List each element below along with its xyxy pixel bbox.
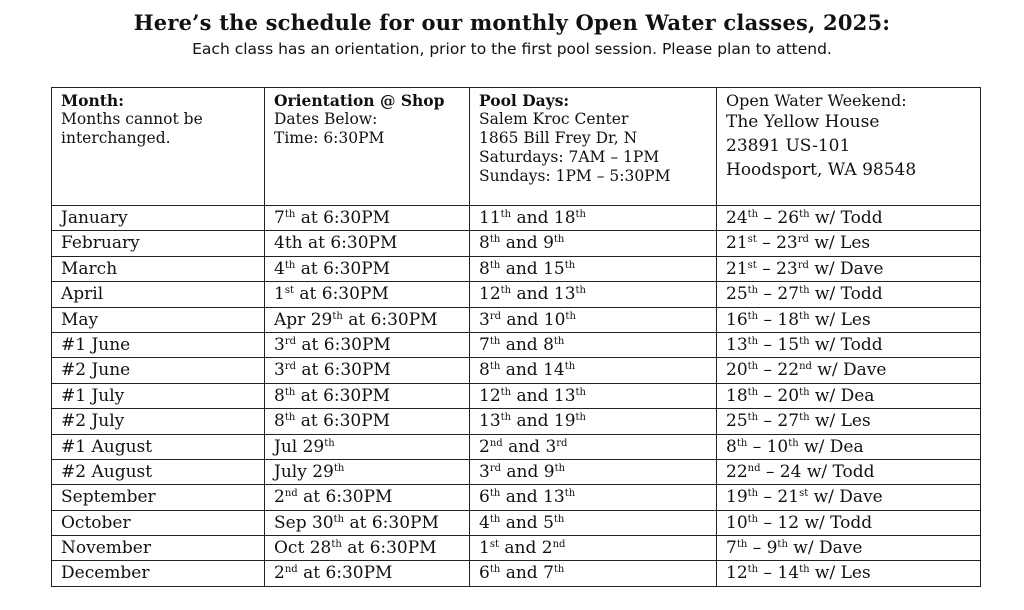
ordinal-suffix: rd: [284, 335, 297, 347]
date-text: and 3: [502, 436, 557, 457]
ordinal-suffix: th: [747, 564, 759, 576]
ordinal-suffix: th: [500, 412, 512, 424]
month-label: December: [61, 563, 150, 584]
month-cell: [52, 358, 265, 383]
date-text: 8: [479, 258, 490, 279]
month-cell: [52, 332, 265, 357]
ordinal-suffix: th: [333, 462, 345, 474]
table-row: [52, 485, 981, 510]
ordinal-suffix: nd: [747, 462, 761, 474]
ordinal-suffix: st: [489, 539, 499, 551]
table-row: [52, 358, 981, 383]
month-cell: [52, 536, 265, 561]
date-text: w/ Dea: [809, 385, 875, 406]
date-text: 3: [274, 360, 285, 381]
ordinal-suffix: th: [575, 386, 586, 398]
ordinal-suffix: th: [747, 361, 759, 373]
date-text: 8: [726, 436, 737, 457]
ordinal-suffix: th: [565, 310, 576, 322]
ordinal-suffix: th: [489, 488, 501, 500]
date-text: at 6:30PM: [342, 309, 438, 330]
month-label: May: [61, 309, 99, 330]
date-text: and 10: [501, 309, 566, 330]
page-title: Here’s the schedule for our monthly Open Water classes, 2025:: [133, 10, 891, 35]
header-orientation-note-1: Dates Below:: [274, 110, 378, 128]
ordinal-suffix: th: [575, 285, 586, 297]
month-cell: [52, 206, 265, 231]
ordinal-suffix: th: [736, 437, 748, 449]
date-text: Oct 28: [274, 538, 332, 559]
ordinal-suffix: th: [489, 259, 501, 271]
weekend-cell: [717, 332, 981, 357]
ordinal-suffix: th: [500, 386, 512, 398]
header-weekend-line-3: Hoodsport, WA 98548: [726, 160, 917, 180]
orientation-cell: [265, 434, 470, 459]
ordinal-suffix: th: [554, 462, 566, 474]
ordinal-suffix: rd: [556, 437, 568, 449]
ordinal-suffix: rd: [489, 310, 502, 322]
header-pool-line-1: Salem Kroc Center: [479, 110, 629, 128]
date-text: – 9: [747, 538, 778, 559]
date-text: 3: [479, 309, 490, 330]
date-text: 7: [274, 208, 285, 228]
ordinal-suffix: nd: [284, 488, 298, 500]
table-header-row: [52, 88, 981, 206]
pool-days-cell: [470, 358, 717, 383]
orientation-cell: [265, 282, 470, 307]
date-text: w/ Todd: [809, 208, 883, 228]
header-pool-line-2: 1865 Bill Frey Dr, N: [479, 129, 638, 147]
ordinal-suffix: th: [799, 412, 810, 424]
ordinal-suffix: th: [333, 513, 345, 525]
pool-days-cell: [470, 256, 717, 281]
header-orientation-note-2: Time: 6:30PM: [274, 129, 385, 147]
month-cell: [52, 256, 265, 281]
orientation-cell: [265, 358, 470, 383]
orientation-cell: [265, 307, 470, 332]
weekend-cell: [717, 383, 981, 408]
date-text: 22: [726, 461, 748, 482]
date-text: 3: [479, 461, 490, 482]
date-text: 25: [726, 411, 748, 432]
ordinal-suffix: th: [747, 513, 759, 525]
table-row: [52, 282, 981, 307]
month-label: #2 July: [61, 411, 125, 432]
header-orientation-title: Orientation @ Shop: [274, 91, 445, 110]
date-text: 10: [726, 512, 748, 533]
month-label: #1 June: [61, 334, 131, 355]
date-text: – 18: [758, 309, 800, 330]
date-text: – 26: [758, 208, 800, 228]
month-label: #2 June: [61, 360, 131, 381]
header-month-note-1: Months cannot be: [61, 110, 203, 128]
header-pool-line-3: Saturdays: 7AM – 1PM: [479, 148, 660, 166]
date-text: and 18: [511, 208, 576, 228]
ordinal-suffix: nd: [799, 361, 812, 373]
date-text: 4: [274, 258, 285, 279]
month-label: #2 August: [61, 461, 153, 482]
month-label: #1 July: [61, 385, 125, 406]
date-text: 2: [274, 487, 285, 508]
table-row: [52, 256, 981, 281]
date-text: 7: [479, 334, 490, 355]
orientation-cell: [265, 459, 470, 484]
table-row: [52, 383, 981, 408]
date-text: w/ Dea: [798, 436, 864, 457]
orientation-cell: [265, 332, 470, 357]
date-text: – 27: [758, 284, 800, 305]
date-text: – 23: [756, 258, 798, 279]
date-text: 1: [274, 284, 285, 305]
ordinal-suffix: rd: [489, 462, 502, 474]
date-text: 12: [479, 284, 501, 305]
date-text: 24: [726, 208, 748, 228]
date-text: at 6:30PM: [297, 563, 393, 584]
orientation-cell: [265, 510, 470, 535]
date-text: at 6:30PM: [344, 512, 439, 533]
weekend-cell: [717, 358, 981, 383]
month-cell: [52, 383, 265, 408]
ordinal-suffix: th: [489, 513, 501, 525]
table-row: [52, 536, 981, 561]
header-open-water-weekend: [717, 88, 981, 206]
date-text: – 23: [756, 233, 798, 254]
weekend-cell: [717, 409, 981, 434]
date-text: 13: [726, 334, 748, 355]
date-text: 12: [479, 385, 501, 406]
date-text: 2: [479, 436, 490, 457]
date-text: at 6:30PM: [295, 411, 391, 432]
date-text: at 6:30PM: [293, 284, 389, 305]
ordinal-suffix: th: [500, 209, 512, 220]
date-text: 6: [479, 563, 490, 584]
pool-days-cell: [470, 485, 717, 510]
pool-days-cell: [470, 307, 717, 332]
month-label: October: [61, 512, 131, 533]
weekend-cell: [717, 282, 981, 307]
weekend-cell: [717, 206, 981, 231]
pool-days-cell: [470, 231, 717, 256]
orientation-cell: [265, 561, 470, 586]
table-row: [52, 510, 981, 535]
month-label: November: [61, 538, 151, 559]
pool-days-cell: [470, 510, 717, 535]
ordinal-suffix: th: [489, 361, 501, 373]
date-text: w/ Les: [808, 233, 871, 254]
month-label: September: [61, 487, 156, 508]
weekend-cell: [717, 307, 981, 332]
table-row: [52, 561, 981, 586]
month-label: January: [61, 208, 128, 228]
date-text: 7: [726, 538, 737, 559]
header-month-note-2: interchanged.: [61, 129, 171, 147]
date-text: w/ Todd: [809, 334, 883, 355]
date-text: and 9: [501, 461, 555, 482]
ordinal-suffix: th: [799, 285, 810, 297]
pool-days-cell: [470, 434, 717, 459]
date-text: w/ Les: [809, 309, 871, 330]
table-row: [52, 307, 981, 332]
date-text: – 20: [758, 385, 800, 406]
header-pool-title: Pool Days:: [479, 91, 570, 110]
date-text: at 6:30PM: [295, 208, 391, 228]
ordinal-suffix: th: [332, 310, 343, 322]
date-text: – 15: [758, 334, 800, 355]
ordinal-suffix: th: [736, 539, 748, 551]
date-text: 11: [479, 208, 501, 228]
header-month-title: Month:: [61, 91, 124, 110]
date-text: 8: [274, 385, 285, 406]
pool-days-cell: [470, 206, 717, 231]
date-text: 8: [274, 411, 285, 432]
date-text: w/ Les: [809, 563, 871, 584]
ordinal-suffix: th: [564, 488, 576, 500]
date-text: and 13: [500, 487, 565, 508]
ordinal-suffix: th: [799, 310, 810, 322]
weekend-cell: [717, 561, 981, 586]
orientation-cell: [265, 383, 470, 408]
date-text: at 6:30PM: [297, 487, 393, 508]
ordinal-suffix: th: [564, 361, 576, 373]
weekend-cell: [717, 256, 981, 281]
pool-days-cell: [470, 459, 717, 484]
ordinal-suffix: th: [553, 335, 565, 347]
month-cell: [52, 561, 265, 586]
pool-days-cell: [470, 332, 717, 357]
ordinal-suffix: nd: [489, 437, 503, 449]
date-text: w/ Dave: [808, 487, 883, 508]
date-text: w/ Les: [809, 411, 871, 432]
ordinal-suffix: rd: [797, 259, 809, 271]
ordinal-suffix: th: [799, 386, 810, 398]
date-text: w/ Dave: [787, 538, 863, 559]
header-orientation: [265, 88, 470, 206]
date-text: and 8: [500, 334, 554, 355]
date-text: – 12 w/ Todd: [758, 512, 873, 533]
month-cell: [52, 434, 265, 459]
ordinal-suffix: th: [747, 310, 759, 322]
month-cell: [52, 485, 265, 510]
table-row: [52, 459, 981, 484]
month-cell: [52, 409, 265, 434]
date-text: 4th at 6:30PM: [274, 233, 398, 254]
header-weekend-title: Open Water Weekend:: [726, 91, 907, 110]
weekend-cell: [717, 459, 981, 484]
ordinal-suffix: th: [747, 412, 759, 424]
weekend-cell: [717, 485, 981, 510]
month-cell: [52, 231, 265, 256]
header-weekend-line-1: The Yellow House: [726, 112, 880, 132]
ordinal-suffix: st: [747, 259, 757, 271]
date-text: w/ Dave: [811, 360, 887, 381]
date-text: at 6:30PM: [296, 334, 391, 355]
date-text: and 2: [498, 538, 553, 559]
date-text: w/ Dave: [808, 258, 884, 279]
table-row: [52, 409, 981, 434]
date-text: 2: [274, 563, 285, 584]
date-text: and 13: [511, 284, 576, 305]
ordinal-suffix: th: [284, 209, 296, 220]
date-text: 8: [479, 233, 490, 254]
weekend-cell: [717, 536, 981, 561]
ordinal-suffix: th: [788, 437, 799, 449]
ordinal-suffix: th: [331, 539, 342, 551]
orientation-cell: [265, 409, 470, 434]
ordinal-suffix: th: [489, 335, 501, 347]
date-text: 18: [726, 385, 748, 406]
ordinal-suffix: th: [799, 209, 810, 220]
date-text: and 15: [500, 258, 565, 279]
date-text: 25: [726, 284, 748, 305]
date-text: 19: [726, 487, 748, 508]
ordinal-suffix: th: [500, 285, 512, 297]
ordinal-suffix: st: [284, 285, 294, 297]
ordinal-suffix: th: [799, 335, 810, 347]
table-row: [52, 231, 981, 256]
ordinal-suffix: nd: [284, 564, 298, 576]
date-text: at 6:30PM: [296, 360, 391, 381]
orientation-cell: [265, 485, 470, 510]
date-text: at 6:30PM: [295, 385, 391, 406]
header-weekend-line-2: 23891 US-101: [726, 136, 851, 156]
month-label: #1 August: [61, 436, 153, 457]
ordinal-suffix: st: [747, 234, 757, 246]
date-text: Jul 29: [274, 436, 325, 457]
date-text: 3: [274, 334, 285, 355]
date-text: – 21: [758, 487, 800, 508]
month-cell: [52, 510, 265, 535]
header-pool-line-4: Sundays: 1PM – 5:30PM: [479, 167, 671, 185]
ordinal-suffix: th: [747, 386, 759, 398]
ordinal-suffix: th: [777, 539, 788, 551]
date-text: and 7: [500, 563, 554, 584]
month-label: March: [61, 258, 118, 279]
ordinal-suffix: nd: [552, 539, 566, 551]
ordinal-suffix: th: [553, 234, 565, 246]
table-row: [52, 332, 981, 357]
date-text: and 9: [500, 233, 554, 254]
month-cell: [52, 307, 265, 332]
date-text: Apr 29: [274, 309, 333, 330]
date-text: and 19: [511, 411, 576, 432]
table-row: [52, 434, 981, 459]
date-text: 1: [479, 538, 490, 559]
date-text: 16: [726, 309, 748, 330]
orientation-cell: [265, 256, 470, 281]
date-text: – 22: [758, 360, 800, 381]
ordinal-suffix: th: [747, 209, 759, 220]
date-text: at 6:30PM: [341, 538, 437, 559]
page-subtitle: Each class has an orientation, prior to the first pool session. Please plan to attend.: [192, 40, 832, 58]
date-text: – 14: [758, 563, 800, 584]
date-text: – 24 w/ Todd: [760, 461, 875, 482]
ordinal-suffix: th: [284, 412, 296, 424]
pool-days-cell: [470, 282, 717, 307]
ordinal-suffix: th: [564, 259, 576, 271]
date-text: 20: [726, 360, 748, 381]
month-label: April: [61, 284, 104, 305]
ordinal-suffix: th: [489, 564, 501, 576]
month-label: February: [61, 233, 140, 254]
ordinal-suffix: rd: [284, 361, 297, 373]
ordinal-suffix: th: [575, 209, 586, 220]
weekend-cell: [717, 434, 981, 459]
date-text: w/ Todd: [809, 284, 883, 305]
date-text: 6: [479, 487, 490, 508]
date-text: 4: [479, 512, 490, 533]
ordinal-suffix: th: [575, 412, 586, 424]
date-text: and 5: [500, 512, 554, 533]
date-text: and 14: [500, 360, 565, 381]
orientation-cell: [265, 231, 470, 256]
month-cell: [52, 282, 265, 307]
ordinal-suffix: th: [324, 437, 335, 449]
ordinal-suffix: th: [284, 386, 296, 398]
pool-days-cell: [470, 409, 717, 434]
ordinal-suffix: th: [553, 513, 565, 525]
schedule-table: [51, 87, 981, 587]
date-text: Sep 30: [274, 512, 334, 533]
date-text: – 10: [747, 436, 789, 457]
date-text: 21: [726, 233, 748, 254]
date-text: and 13: [511, 385, 576, 406]
ordinal-suffix: th: [747, 285, 759, 297]
ordinal-suffix: th: [747, 488, 759, 500]
month-cell: [52, 459, 265, 484]
date-text: July 29: [274, 461, 334, 482]
header-pool-days: [470, 88, 717, 206]
header-month: [52, 88, 265, 206]
table-row: [52, 206, 981, 231]
date-text: 12: [726, 563, 748, 584]
ordinal-suffix: st: [799, 488, 809, 500]
orientation-cell: [265, 536, 470, 561]
date-text: 8: [479, 360, 490, 381]
weekend-cell: [717, 231, 981, 256]
orientation-cell: [265, 206, 470, 231]
ordinal-suffix: th: [799, 564, 810, 576]
pool-days-cell: [470, 383, 717, 408]
ordinal-suffix: rd: [797, 234, 809, 246]
weekend-cell: [717, 510, 981, 535]
ordinal-suffix: th: [747, 335, 759, 347]
ordinal-suffix: th: [489, 234, 501, 246]
date-text: 13: [479, 411, 501, 432]
pool-days-cell: [470, 561, 717, 586]
ordinal-suffix: th: [553, 564, 565, 576]
date-text: at 6:30PM: [295, 258, 391, 279]
pool-days-cell: [470, 536, 717, 561]
date-text: – 27: [758, 411, 800, 432]
ordinal-suffix: th: [284, 259, 296, 271]
date-text: 21: [726, 258, 748, 279]
